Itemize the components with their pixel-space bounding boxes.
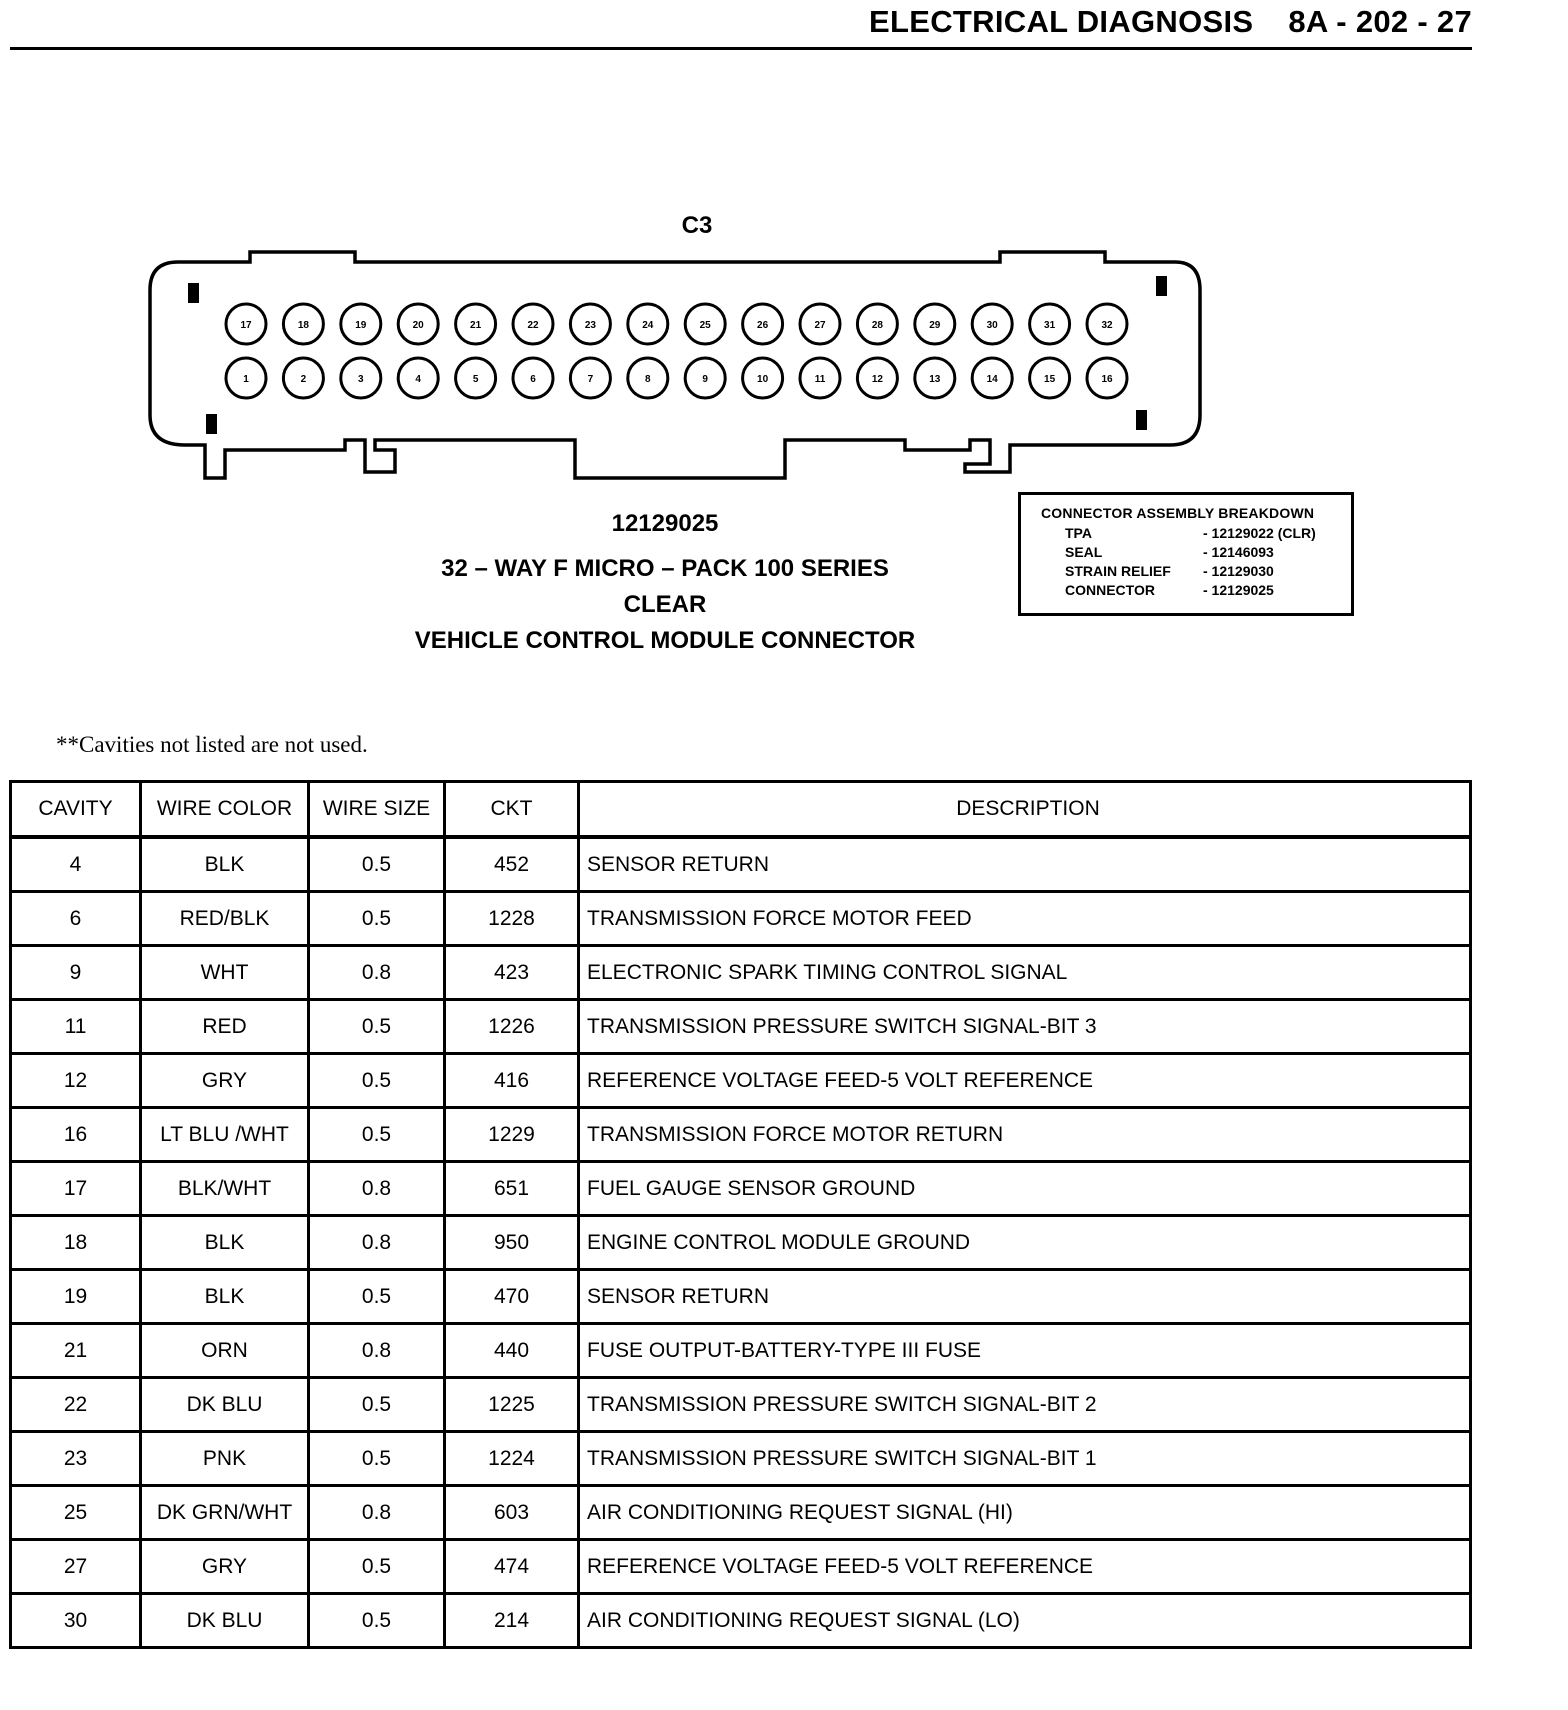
- pin-number-13: 13: [929, 374, 941, 385]
- assembly-label: TPA: [1065, 525, 1092, 541]
- section-title: ELECTRICAL DIAGNOSIS: [869, 4, 1254, 39]
- latch-mark-br: [1136, 410, 1147, 430]
- latch-mark-tr: [1156, 276, 1167, 296]
- cavity-note: **Cavities not listed are not used.: [56, 732, 368, 757]
- cell-wire-color: BLK: [141, 1270, 309, 1324]
- connector-title-line3: VEHICLE CONTROL MODULE CONNECTOR: [414, 627, 916, 654]
- header-rule: [10, 47, 1472, 50]
- connector-label: C3: [681, 212, 713, 239]
- cell-description: TRANSMISSION PRESSURE SWITCH SIGNAL-BIT 1: [579, 1432, 1471, 1486]
- cell-cavity: 21: [11, 1324, 141, 1378]
- table-row: [11, 1162, 1471, 1216]
- cell-description: FUSE OUTPUT-BATTERY-TYPE III FUSE: [579, 1324, 1471, 1378]
- cell-ckt: 1224: [445, 1432, 579, 1486]
- col-header-wire-color: WIRE COLOR: [141, 782, 309, 838]
- assembly-row: [1041, 581, 1351, 600]
- table-row: [11, 1432, 1471, 1486]
- assembly-label: STRAIN RELIEF: [1065, 563, 1171, 579]
- cell-ckt: 423: [445, 946, 579, 1000]
- table-row: [11, 837, 1471, 892]
- pin-number-24: 24: [642, 320, 654, 331]
- assembly-row: [1041, 543, 1351, 562]
- pin-number-11: 11: [814, 374, 826, 385]
- cell-wire-size: 0.8: [309, 1162, 445, 1216]
- connector-outline: [150, 252, 1200, 478]
- latch-mark-bl: [206, 414, 217, 434]
- page-number: 8A - 202 - 27: [1288, 4, 1472, 39]
- cell-wire-size: 0.5: [309, 1378, 445, 1432]
- assembly-breakdown-box: [1018, 492, 1354, 616]
- pin-number-6: 6: [530, 374, 536, 385]
- cell-cavity: 18: [11, 1216, 141, 1270]
- table-row: [11, 892, 1471, 946]
- cell-ckt: 1229: [445, 1108, 579, 1162]
- col-header-cavity: CAVITY: [11, 782, 141, 838]
- cell-ckt: 470: [445, 1270, 579, 1324]
- cell-cavity: 9: [11, 946, 141, 1000]
- table-row: [11, 1270, 1471, 1324]
- cell-wire-size: 0.5: [309, 1594, 445, 1648]
- cell-wire-color: WHT: [141, 946, 309, 1000]
- cell-description: REFERENCE VOLTAGE FEED-5 VOLT REFERENCE: [579, 1540, 1471, 1594]
- cell-ckt: 651: [445, 1162, 579, 1216]
- assembly-value: - 12129030: [1203, 563, 1274, 579]
- pin-number-8: 8: [645, 374, 651, 385]
- pin-number-17: 17: [240, 320, 252, 331]
- col-header-wire-size: WIRE SIZE: [309, 782, 445, 838]
- table-row: [11, 1054, 1471, 1108]
- assembly-value: - 12146093: [1203, 544, 1274, 560]
- pin-number-29: 29: [929, 320, 941, 331]
- connector-title-line2: CLEAR: [623, 591, 707, 618]
- cell-ckt: 416: [445, 1054, 579, 1108]
- page-header: [869, 4, 1472, 40]
- cell-ckt: 1225: [445, 1378, 579, 1432]
- pin-number-18: 18: [297, 320, 309, 331]
- cell-description: AIR CONDITIONING REQUEST SIGNAL (HI): [579, 1486, 1471, 1540]
- cell-ckt: 440: [445, 1324, 579, 1378]
- cell-wire-size: 0.5: [309, 837, 445, 892]
- pin-number-23: 23: [584, 320, 596, 331]
- cell-wire-color: BLK: [141, 1216, 309, 1270]
- cavity-table: [9, 780, 1472, 1649]
- cell-wire-size: 0.5: [309, 1000, 445, 1054]
- pin-number-25: 25: [699, 320, 711, 331]
- cell-wire-color: RED/BLK: [141, 892, 309, 946]
- cell-cavity: 19: [11, 1270, 141, 1324]
- cell-description: TRANSMISSION FORCE MOTOR RETURN: [579, 1108, 1471, 1162]
- cell-cavity: 16: [11, 1108, 141, 1162]
- cell-description: AIR CONDITIONING REQUEST SIGNAL (LO): [579, 1594, 1471, 1648]
- cell-cavity: 6: [11, 892, 141, 946]
- cell-ckt: 603: [445, 1486, 579, 1540]
- cell-wire-size: 0.5: [309, 1540, 445, 1594]
- cell-description: TRANSMISSION PRESSURE SWITCH SIGNAL-BIT 3: [579, 1000, 1471, 1054]
- assembly-title: CONNECTOR ASSEMBLY BREAKDOWN: [1041, 505, 1315, 521]
- pin-number-28: 28: [871, 320, 883, 331]
- cell-ckt: 1226: [445, 1000, 579, 1054]
- table-row: [11, 1216, 1471, 1270]
- cell-wire-color: ORN: [141, 1324, 309, 1378]
- pin-number-22: 22: [527, 320, 539, 331]
- assembly-label: SEAL: [1065, 544, 1103, 560]
- cell-wire-size: 0.8: [309, 1216, 445, 1270]
- cell-wire-color: RED: [141, 1000, 309, 1054]
- col-header-ckt: CKT: [445, 782, 579, 838]
- pin-number-30: 30: [986, 320, 998, 331]
- cell-cavity: 11: [11, 1000, 141, 1054]
- cell-wire-size: 0.5: [309, 892, 445, 946]
- table-row: [11, 1108, 1471, 1162]
- cell-wire-color: PNK: [141, 1432, 309, 1486]
- assembly-label: CONNECTOR: [1065, 582, 1155, 598]
- pin-number-4: 4: [415, 374, 421, 385]
- cell-ckt: 214: [445, 1594, 579, 1648]
- pin-number-27: 27: [814, 320, 826, 331]
- pin-number-7: 7: [587, 374, 594, 385]
- cell-wire-color: DK GRN/WHT: [141, 1486, 309, 1540]
- cell-wire-size: 0.8: [309, 946, 445, 1000]
- assembly-row: [1041, 562, 1351, 581]
- cell-cavity: 22: [11, 1378, 141, 1432]
- pin-number-12: 12: [871, 374, 883, 385]
- col-header-description: DESCRIPTION: [579, 782, 1471, 838]
- pin-number-31: 31: [1044, 320, 1056, 331]
- table-row: [11, 946, 1471, 1000]
- cell-wire-color: GRY: [141, 1540, 309, 1594]
- cell-wire-size: 0.5: [309, 1432, 445, 1486]
- cell-description: ELECTRONIC SPARK TIMING CONTROL SIGNAL: [579, 946, 1471, 1000]
- cell-description: TRANSMISSION PRESSURE SWITCH SIGNAL-BIT 2: [579, 1378, 1471, 1432]
- latch-mark-tl: [188, 283, 199, 303]
- connector-diagram: [0, 200, 1210, 490]
- table-row: [11, 1486, 1471, 1540]
- cell-ckt: 452: [445, 837, 579, 892]
- table-header-row: [11, 782, 1471, 838]
- pin-row-top: [226, 304, 1127, 344]
- cell-description: ENGINE CONTROL MODULE GROUND: [579, 1216, 1471, 1270]
- pin-number-26: 26: [757, 320, 769, 331]
- cell-cavity: 23: [11, 1432, 141, 1486]
- table-row: [11, 1378, 1471, 1432]
- cell-wire-color: DK BLU: [141, 1594, 309, 1648]
- connector-part-number: 12129025: [611, 510, 719, 537]
- assembly-value: - 12129025: [1203, 582, 1274, 598]
- cell-description: SENSOR RETURN: [579, 837, 1471, 892]
- pin-row-bottom: [226, 358, 1127, 398]
- pin-number-3: 3: [358, 374, 364, 385]
- pin-number-16: 16: [1101, 374, 1113, 385]
- cell-description: REFERENCE VOLTAGE FEED-5 VOLT REFERENCE: [579, 1054, 1471, 1108]
- cell-wire-size: 0.5: [309, 1108, 445, 1162]
- cell-cavity: 25: [11, 1486, 141, 1540]
- cell-wire-color: BLK: [141, 837, 309, 892]
- connector-title-line1: 32 – WAY F MICRO – PACK 100 SERIES: [441, 555, 889, 582]
- cell-description: TRANSMISSION FORCE MOTOR FEED: [579, 892, 1471, 946]
- cell-ckt: 1228: [445, 892, 579, 946]
- pin-number-5: 5: [472, 374, 479, 385]
- cell-wire-color: BLK/WHT: [141, 1162, 309, 1216]
- pin-number-19: 19: [355, 320, 367, 331]
- cell-cavity: 12: [11, 1054, 141, 1108]
- cell-ckt: 474: [445, 1540, 579, 1594]
- pin-number-2: 2: [300, 374, 307, 385]
- pin-number-14: 14: [986, 374, 998, 385]
- cell-cavity: 4: [11, 837, 141, 892]
- pin-number-1: 1: [243, 374, 249, 385]
- pin-number-10: 10: [757, 374, 769, 385]
- cell-wire-size: 0.5: [309, 1270, 445, 1324]
- cell-cavity: 17: [11, 1162, 141, 1216]
- pin-number-15: 15: [1044, 374, 1056, 385]
- cell-wire-color: DK BLU: [141, 1378, 309, 1432]
- table-row: [11, 1594, 1471, 1648]
- cell-wire-color: GRY: [141, 1054, 309, 1108]
- assembly-row: [1041, 524, 1351, 543]
- table-row: [11, 1324, 1471, 1378]
- cell-description: SENSOR RETURN: [579, 1270, 1471, 1324]
- table-row: [11, 1000, 1471, 1054]
- pin-number-32: 32: [1101, 320, 1113, 331]
- cell-ckt: 950: [445, 1216, 579, 1270]
- cell-cavity: 30: [11, 1594, 141, 1648]
- pin-number-9: 9: [702, 374, 708, 385]
- cell-wire-color: LT BLU /WHT: [141, 1108, 309, 1162]
- table-row: [11, 1540, 1471, 1594]
- pin-number-21: 21: [470, 320, 482, 331]
- pin-number-20: 20: [412, 320, 424, 331]
- cell-wire-size: 0.8: [309, 1486, 445, 1540]
- cell-wire-size: 0.5: [309, 1054, 445, 1108]
- assembly-value: - 12129022 (CLR): [1203, 525, 1316, 541]
- cell-description: FUEL GAUGE SENSOR GROUND: [579, 1162, 1471, 1216]
- cell-wire-size: 0.8: [309, 1324, 445, 1378]
- cell-cavity: 27: [11, 1540, 141, 1594]
